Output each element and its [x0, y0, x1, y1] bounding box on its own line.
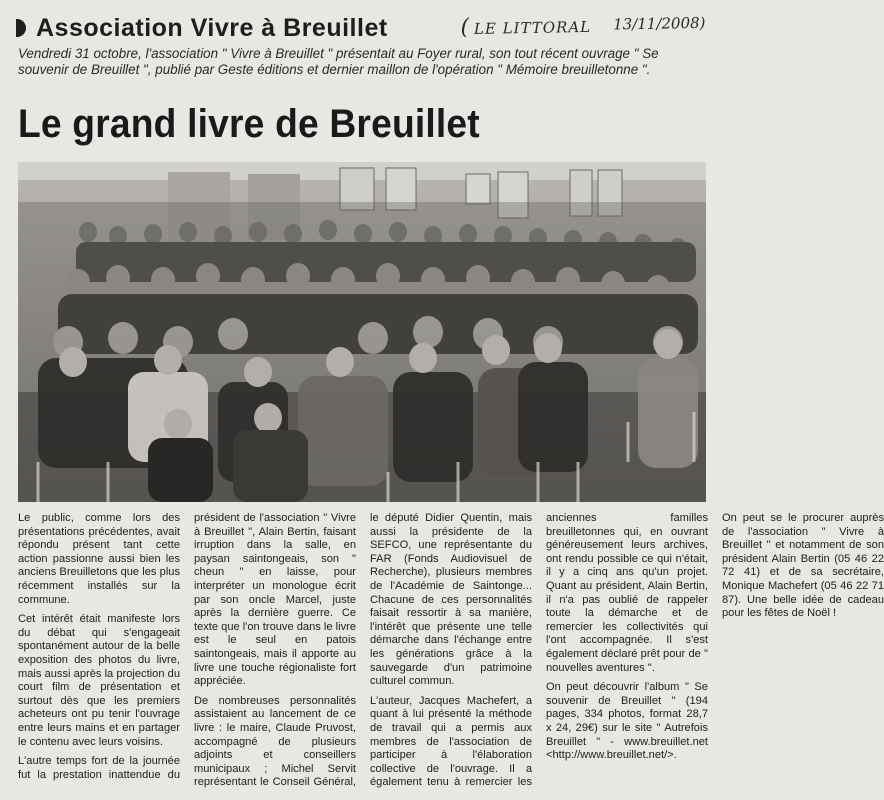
article-paragraph: L'autre temps fort de la journée fut la prestation inattendue du président de l'association " Vivre à Breuillet ", Alain Bertin, faisant irruption dans la salle, en paysan saintongeais, son " cheun " en laisse, pour interpréter un monologue écrit par son oncle Marcel, juste après la dernière guerre. Ce texte que l'on trouve dans le livre est le seul en patois saintongeais, mais il apporte au livre une touche régionaliste fort appréciée. [18, 512, 356, 781]
article-paragraph: L'auteur, Jacques Machefert, a quant à lui présenté la méthode de travail qui a permis aux membres de l'association de participer à l'élaboration collective de l'ouvrage. Il a également tenu à remercier les anciennes familles breuilletonnes qui, en ouvrant généreusement leurs archives, ont rendu possible ce qui n'était, il y a cinq ans qu'un projet. Quant au président, Alain Bertin, il n'a pas oublié de rappeler toute la démarche et de remercier les collectivités qui l'ont accompagnée. Il s'est également déclaré prêt pour de " nouvelles aventures ". [370, 512, 708, 789]
article-paragraph: Cet intérêt était manifeste lors du débat qui s'engageait spontanément autour de la belle exposition des photos du livre, mais aussi après la projection du court film de présentation et surtout dès que les premiers acheteurs ont pu tenir l'ouvrage entre leurs mains et en partager le contenu avec leurs voisins. [18, 613, 180, 748]
section-header [16, 12, 436, 44]
article-photo [18, 162, 706, 502]
article-intro: Vendredi 31 octobre, l'association " Vivre à Breuillet " présentait au Foyer rural, son tout récent ouvrage " Se souvenir de Breuillet ", publié par Geste éditions et dernier maillon de l'opération " Mémoire breuilletonne ". [18, 46, 659, 77]
article-body [18, 512, 884, 794]
article-paragraph: Le public, comme lors des présentations précédentes, avait répondu présent tant cette action passionne aussi bien les anciens Breuilletons que les plus récemment installés sur la commune. [18, 512, 180, 606]
article-headline: Le grand livre de Breuillet [18, 102, 480, 146]
handwritten-annotation [452, 6, 715, 45]
article-paragraph: De nombreuses personnalités assistaient au lancement de ce livre : le maire, Claude Pruvost, accompagné de plusieurs adjoints et conseillers municipaux ; Michel Servit représentant le Conseil Général, le député Didier Quentin, mais aussi la présidente de la SEFCO, une représentante du FAR (Fonds Audiovisuel de Recherche), plusieurs membres de l'Académie de Saintonge... Chacune de ces personnalités faisait ressortir à sa manière, l'intérêt que présente une telle démarche dans l'échange entre les générations grâce à la sauvegarde d'un patrimoine culturel commun. [194, 512, 532, 789]
section-bullet-icon [16, 19, 26, 37]
section-title: Association Vivre à Breuillet [36, 13, 388, 42]
handwritten-paren: ( [460, 14, 470, 40]
handwritten-date: 13/11/2008) [612, 13, 706, 34]
handwritten-source: LE LITTORAL [473, 17, 592, 38]
audience-photo-illustration [18, 162, 706, 502]
article-paragraph: On peut se le procurer auprès de l'association " Vivre à Breuillet " et notamment de son président Alain Bertin (05 46 22 72 41) et de sa secrétaire, Monique Machefert (05 46 22 71 87). Une belle idée de cadeau pour les fêtes de Noël ! [722, 512, 884, 620]
article-paragraph: On peut découvrir l'album " Se souvenir de Breuillet " (194 pages, 334 photos, format 28,7 x 24, 29€) sur le site " Autrefois Breuillet " - www.breuillet.net <http://www.breuillet.net/>. [546, 681, 708, 762]
